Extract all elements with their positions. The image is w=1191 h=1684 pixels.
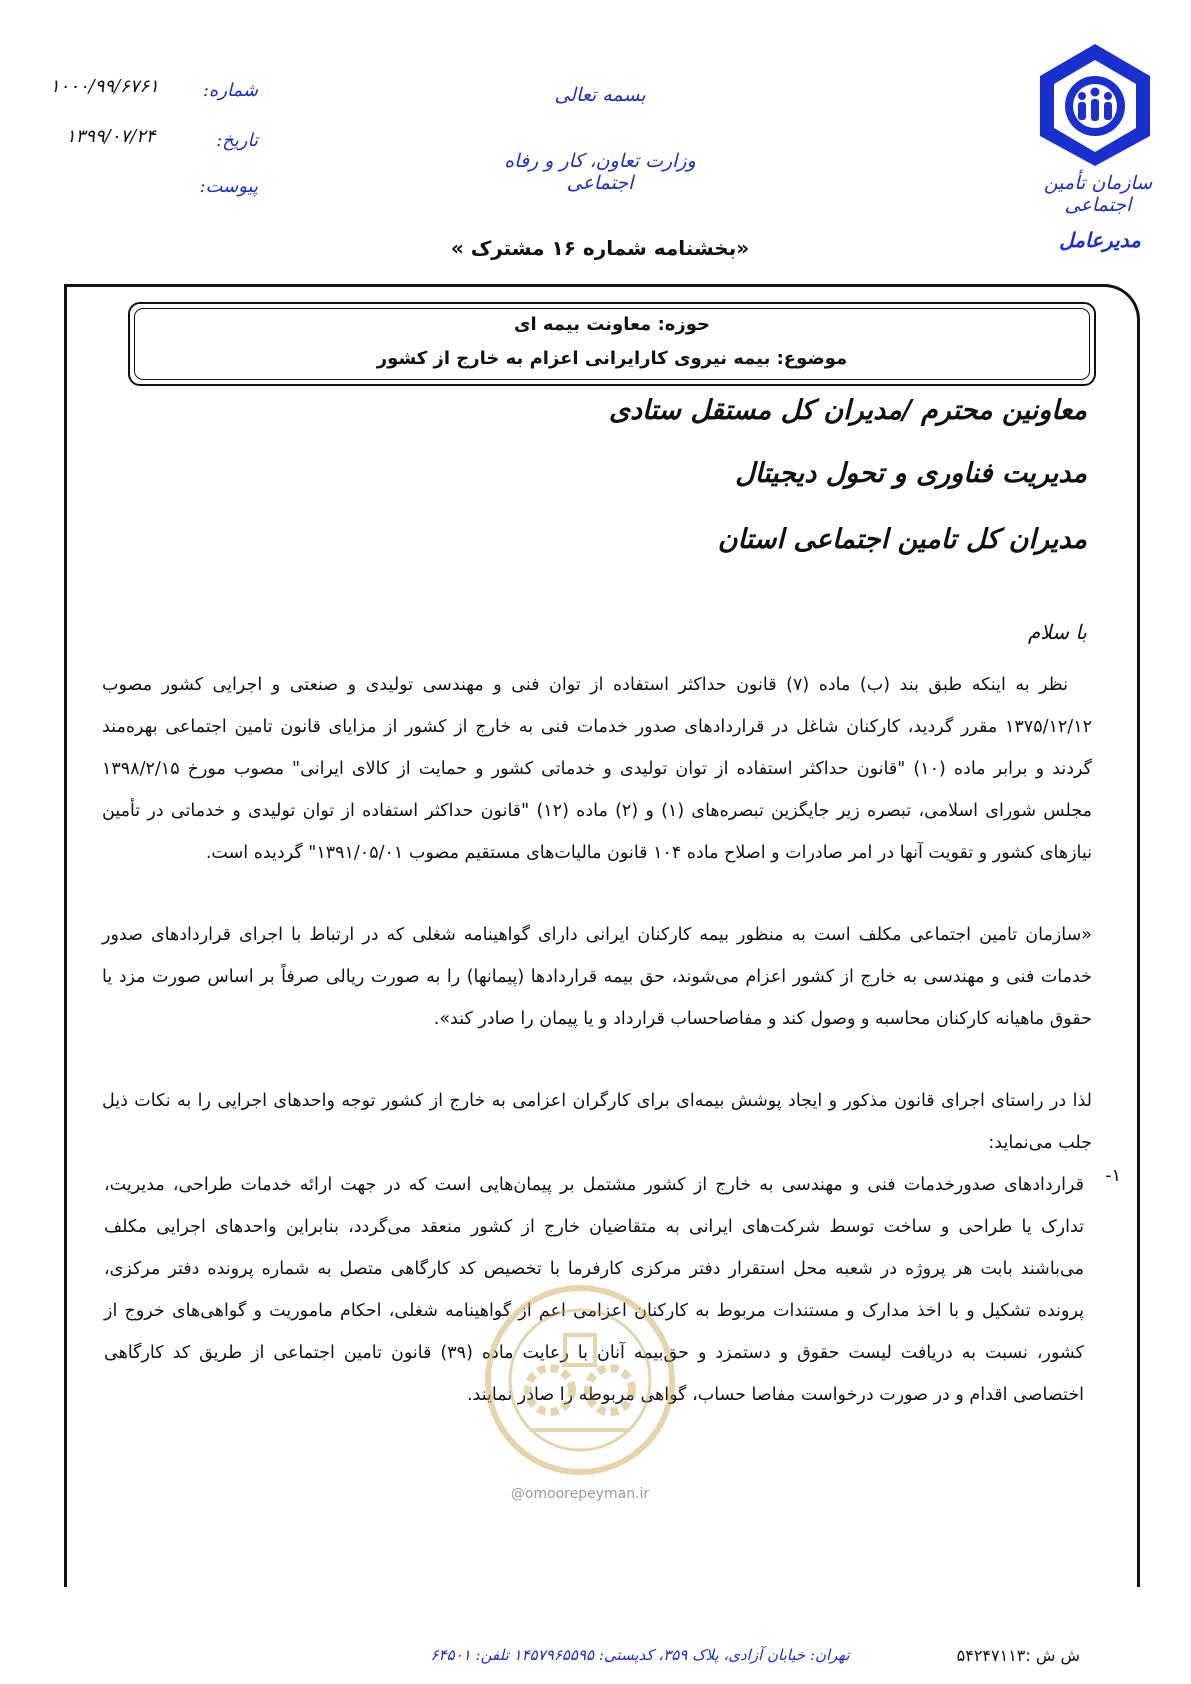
organization-logo-icon: [1030, 40, 1160, 170]
seal-watermark-icon: [470, 1280, 690, 1480]
number-value: ۱۰۰۰/۹۹/۶۷۶۱: [50, 76, 159, 97]
addressee-1: معاونین محترم /مدیران کل مستقل ستادی: [608, 395, 1087, 426]
greeting: با سلام: [1027, 620, 1087, 644]
subject-domain: حوزه: معاونت بیمه ای: [513, 314, 711, 335]
paragraph-3: لذا در راستای اجرای قانون مذکور و ایجاد پوشش بیمه‌ای برای کارگران اعزامی به خارج از کشور توجه واحدهای اجرایی را به نکات ذیل جلب می‌نماید:: [102, 1091, 1092, 1153]
bismillah: بسمه تعالی: [554, 84, 646, 106]
paragraph-1: نظر به اینکه طبق بند (ب) ماده (۷) قانون حداکثر استفاده از توان فنی و مهندسی تولیدی و صنعتی و اجرایی کشور مصوب ۱۳۷۵/۱۲/۱۲ مقرر گردید، کارکنان شاغل در قراردادهای صدور خدمات فنی به خارج از کشور از مزایای قانون تامین اجتماعی بهره‌مند گردند و برابر ماده (۱۰) "قانون حداکثر استفاده از توان تولیدی و خدماتی کشور و حمایت از کالای ایرانی" مصوب مورخ ۱۳۹۸/۲/۱۵ مجلس شورای اسلامی، تبصره زیر جایگزین تبصره‌های (۱) و (۲) ماده (۱۲) "قانون حداکثر استفاده از توان تولیدی و خدماتی در تأمین نیازهای کشور و تقویت آنها در امر صادرات و اصلاح ماده ۱۰۴ قانون مالیات‌های مستقیم مصوب ۱۳۹۱/۰۵/۰۱" گردیده است.: [102, 675, 1093, 863]
subject-title: موضوع: بیمه نیروی کارایرانی اعزام به خارج از کشور: [376, 348, 848, 369]
item-1-number: ۱-: [1105, 1166, 1121, 1186]
department-name: مدیرعامل: [1059, 228, 1141, 252]
organization-name: سازمان تأمین اجتماعی: [1043, 172, 1153, 216]
circular-title: «بخشنامه شماره ۱۶ مشترک »: [450, 236, 750, 260]
date-value: ۱۳۹۹/۰۷/۲۴: [66, 126, 156, 147]
addressee-2: مدیریت فناوری و تحول دیجیتال: [735, 458, 1087, 489]
paragraph-2: «سازمان تامین اجتماعی مکلف است به منظور بیمه کارکنان ایرانی دارای گواهینامه شغلی که در ارتباط با اجرای قراردادهای صدور خدمات فنی و مهندسی به خارج از کشور اعزام می‌شوند، حق بیمه قراردادها (پیمانها) را به صورت ریالی صرفاً بر اساس صورت مزد یا حقوق ماهیانه کارکنان محاسبه و وصول کند و مفاصاحساب قرارداد و یا پیمان را صادر کند».: [102, 925, 1092, 1029]
number-label: شماره:: [202, 80, 258, 101]
item-1-text: قراردادهای صدورخدمات فنی و مهندسی به خارج از کشور مشتمل بر پیمان‌هایی است که در جهت ارائه خدمات طراحی، مدیریت، تدارک یا طراحی و ساخت توسط شرکت‌های ایرانی به متقاضیان خارج از کشور منعقد می‌گردد، بنابراین واحدهای اجرایی مکلف می‌باشند بابت هر پروژه در شعبه محل استقرار دفتر مرکزی کارفرما با تخصیص کد کارگاهی متصل به شماره پرونده دفتر مرکزی، پرونده تشکیل و با اخذ مدارک و مستندات مربوط به کارکنان اعزامی اعم از گواهینامه شغلی، احکام ماموریت و گواهی‌های خروج از کشور، نسبت به دریافت لیست حقوق و دستمزد و حق‌بیمه آنان با رعایت ماده (۳۹) قانون تامین اجتماعی از طریق کد کارگاهی اختصاصی اقدام و در صورت درخواست مفاصا حساب، گواهی مربوطه را صادر نمایند.: [104, 1175, 1084, 1405]
footer-code: ش ش :۵۴۲۴۷۱۱۳: [956, 1646, 1080, 1665]
addressee-3: مدیران کل تامین اجتماعی استان: [717, 524, 1087, 555]
date-label: تاریخ:: [216, 130, 258, 151]
footer-address: تهران: خیابان آزادی، پلاک ۳۵۹، کدپستی: ۱۴۵۷۹۶۵۵۹۵ تلفن: ۶۴۵۰۱: [430, 1646, 850, 1664]
attachment-label: پیوست:: [199, 176, 258, 197]
watermark-text: @omoorepeyman.ir: [510, 1486, 650, 1502]
ministry-name: وزارت تعاون، کار و رفاه اجتماعی: [504, 150, 696, 194]
subject-box: [128, 302, 1096, 386]
